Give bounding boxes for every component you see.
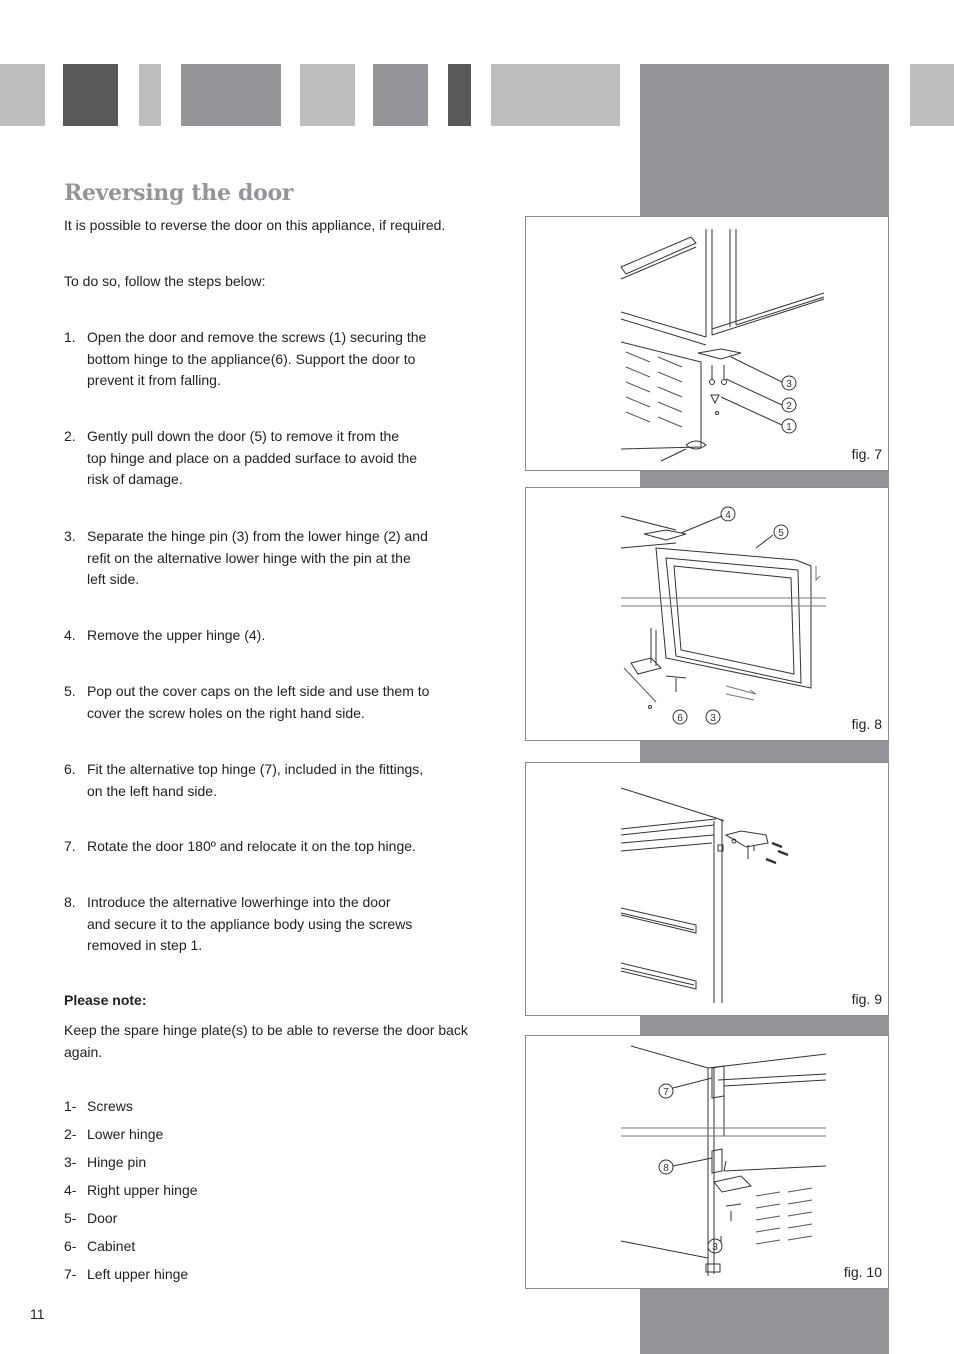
legend-label: Hinge pin — [87, 1154, 147, 1170]
step-number: 6. — [64, 761, 76, 777]
legend-label: Door — [87, 1210, 118, 1226]
figure-8 — [525, 487, 889, 741]
callout-label: 3 — [710, 713, 716, 724]
step-line: Fit the alternative top hinge (7), included in the fittings, — [87, 761, 424, 777]
step-line: Gently pull down the door (5) to remove it from the — [87, 428, 400, 444]
header-block-2 — [63, 64, 118, 126]
legend-num: 4- — [64, 1182, 77, 1198]
step-line: left side. — [87, 571, 140, 587]
lead-text: To do so, follow the steps below: — [64, 273, 266, 289]
legend-num: 6- — [64, 1238, 77, 1254]
step-line: prevent it from falling. — [87, 372, 221, 388]
legend-label: Lower hinge — [87, 1126, 164, 1142]
header-block-9 — [910, 64, 954, 126]
note-line: Keep the spare hinge plate(s) to be able to reverse the door back — [64, 1022, 468, 1038]
step-line: and secure it to the appliance body using the screws — [87, 915, 413, 932]
figure-7 — [525, 216, 889, 471]
figure-10-drawing — [526, 1036, 890, 1290]
header-block-5 — [300, 64, 355, 126]
legend-label: Cabinet — [87, 1238, 136, 1254]
step-line: Separate the hinge pin (3) from the lower hinge (2) and — [87, 528, 428, 544]
header-block-3 — [139, 64, 161, 126]
step-line: Rotate the door 180º and relocate it on the top hinge. — [87, 838, 416, 854]
step-line: Pop out the cover caps on the left side and use them to — [87, 683, 430, 699]
legend-label: Screws — [87, 1098, 133, 1114]
figure-caption: fig. 10 — [843, 1264, 882, 1280]
legend-label: Left upper hinge — [87, 1266, 189, 1282]
figure-caption: fig. 7 — [851, 446, 882, 462]
figure-7-drawing — [526, 217, 890, 472]
callout-label: 5 — [778, 528, 784, 539]
figure-9 — [525, 762, 889, 1016]
note-heading: Please note: — [64, 992, 147, 1008]
figure-8-drawing — [526, 488, 890, 742]
step-number: 8. — [64, 894, 76, 910]
figure-caption: fig. 8 — [851, 716, 882, 732]
step-line: bottom hinge to the appliance(6). Support the door to — [87, 350, 416, 367]
step-number: 4. — [64, 627, 76, 643]
step-line: Open the door and remove the screws (1) securing the — [87, 329, 427, 345]
page-title: Reversing the door — [64, 180, 294, 206]
callout-label: 4 — [725, 510, 731, 521]
figure-9-drawing — [526, 763, 890, 1017]
note-line: again. — [64, 1043, 103, 1060]
step-line: refit on the alternative lower hinge with the pin at the — [87, 549, 411, 566]
figure-caption: fig. 9 — [851, 991, 882, 1007]
header-block-7 — [448, 64, 471, 126]
callout-label: 1 — [786, 422, 792, 433]
step-number: 1. — [64, 329, 76, 345]
callout-label: 3 — [786, 379, 792, 390]
step-line: top hinge and place on a padded surface to avoid the — [87, 449, 418, 466]
step-line: on the left hand side. — [87, 782, 217, 799]
callout-label: 6 — [677, 713, 683, 724]
header-block-6 — [373, 64, 428, 126]
step-line: removed in step 1. — [87, 937, 203, 953]
legend-num: 3- — [64, 1154, 77, 1170]
step-line: Introduce the alternative lowerhinge into the door — [87, 894, 391, 910]
legend-num: 5- — [64, 1210, 77, 1226]
callout-label: 3 — [712, 1242, 718, 1253]
step-number: 3. — [64, 528, 76, 544]
intro-text: It is possible to reverse the door on this appliance, if required. — [64, 217, 446, 233]
legend-num: 7- — [64, 1266, 77, 1282]
callout-label: 7 — [663, 1087, 669, 1098]
step-line: risk of damage. — [87, 471, 183, 487]
step-number: 5. — [64, 683, 76, 699]
header-block-8 — [491, 64, 620, 126]
legend-num: 1- — [64, 1098, 77, 1114]
page-number: 11 — [30, 1306, 45, 1322]
step-number: 7. — [64, 838, 76, 854]
callout-label: 2 — [786, 401, 792, 412]
figure-10 — [525, 1035, 889, 1289]
header-block-1 — [0, 64, 45, 126]
callout-label: 8 — [663, 1163, 669, 1174]
legend-num: 2- — [64, 1126, 77, 1142]
note-text — [64, 1020, 474, 1063]
step-line: Remove the upper hinge (4). — [87, 627, 266, 643]
header-block-4 — [181, 64, 281, 126]
step-number: 2. — [64, 428, 76, 444]
legend-label: Right upper hinge — [87, 1182, 198, 1198]
step-line: cover the screw holes on the right hand side. — [87, 704, 365, 721]
